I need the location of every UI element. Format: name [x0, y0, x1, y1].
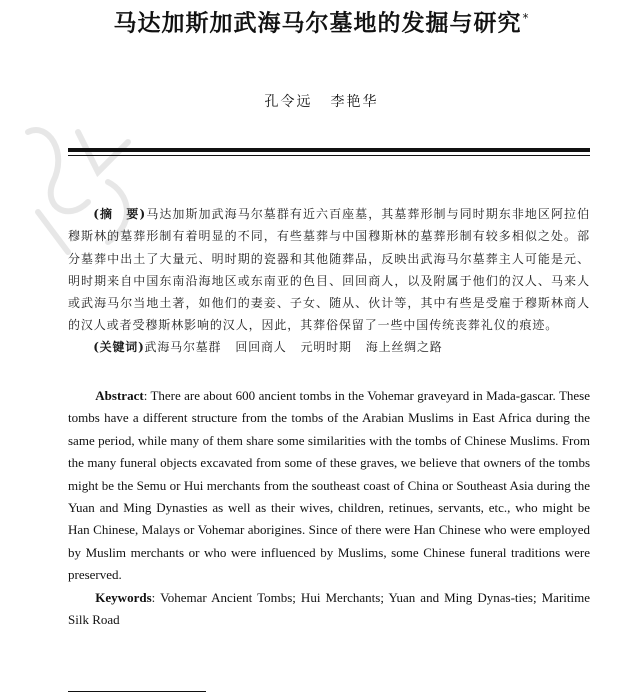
chinese-keywords-label: (关键词) [93, 340, 145, 354]
english-abstract-label: Abstract [95, 388, 144, 403]
english-keywords-label: Keywords [95, 589, 152, 605]
footnote-separator [68, 691, 206, 692]
author-name: 李艳华 [330, 94, 379, 110]
chinese-abstract-text: 马达加斯加武海马尔墓群有近六百座墓，其墓葬形制与同时期东非地区阿拉伯穆斯林的墓葬形制有着明显的不同，有些墓葬与中国穆斯林的墓葬形制有较多相似之处。部分墓葬中出土了大量元、明时期的瓷器和其他随葬品，反映出武海马尔墓葬主人可能是元、明时期来自中国东南沿海地区或东南亚的色目、回回商人，以及附属于他们的汉人、马来人或武海马尔当地土著，如他们的妻妾、子女、随从、伙计等，其中有些是受雇于穆斯林商人的汉人或者受穆斯林影响的汉人，因此，其葬俗保留了一些中国传统丧葬礼仪的痕迹。 [68, 207, 591, 333]
english-abstract-text: : There are about 600 ancient tombs in the Vohemar graveyard in Mada-gascar. These tombs have a different structure from the tombs of the Arabian Muslims in East Africa during the same period, while many of them share some similarities with the tombs of Chinese Muslims. From the many funeral objects excavated from some of these graves, we believe that owners of the tombs might be the Semu or Hui merchants from the southeast coast of China or Southeast Asia during the Yuan and Ming Dynasties as well as their wives, children, retinues, servants, etc., who might be Han Chinese, Malays or Vohemar aborigines. Since of there were Han Chinese who were employed by Muslim merchants or who were influenced by Muslims, some Chinese funeral traditions were preserved. [68, 388, 590, 583]
paper-title-text: 马达加斯加武海马尔墓地的发掘与研究 [113, 10, 522, 37]
chinese-keywords [68, 336, 590, 358]
chinese-keyword: 武海马尔墓群 [144, 340, 222, 354]
paper-title [0, 2, 643, 40]
chinese-abstract [68, 203, 590, 337]
author-name: 孔令远 [264, 94, 313, 110]
author-list [0, 92, 643, 112]
chinese-keyword: 回回商人 [235, 340, 287, 354]
chinese-keyword: 元明时期 [300, 340, 352, 354]
header-rule-thick [68, 148, 590, 152]
english-keywords-text: : Vohemar Ancient Tombs; Hui Merchants; Yuan and Ming Dynas-ties; Maritime Silk Road [68, 589, 590, 628]
chinese-abstract-label: (摘 要) [93, 207, 147, 221]
chinese-keyword: 海上丝绸之路 [365, 340, 443, 354]
title-footnote-mark: * [522, 11, 530, 25]
english-abstract [68, 385, 590, 631]
header-rule-thin [68, 155, 590, 156]
